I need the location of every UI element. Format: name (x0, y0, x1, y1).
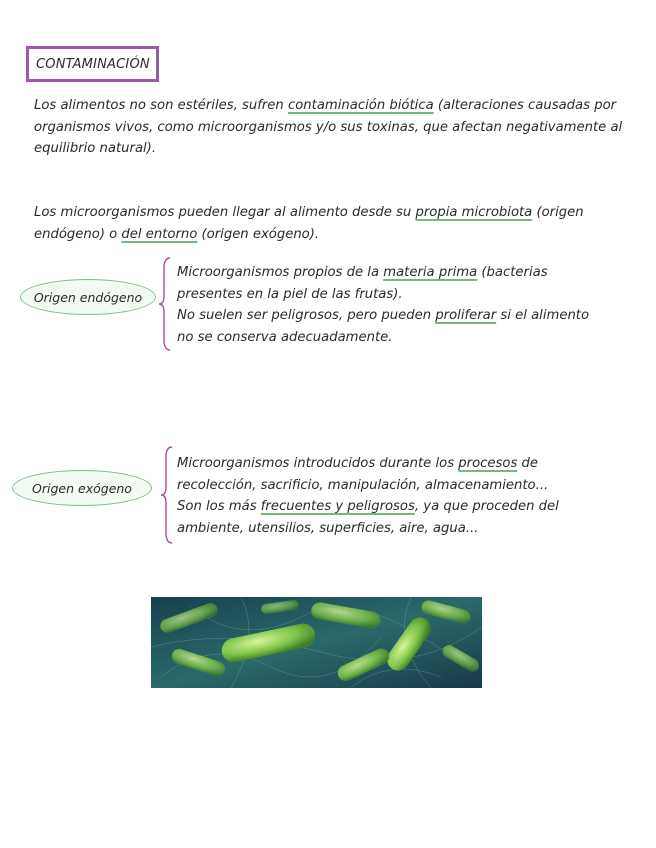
endogenous-text-1: Microorganismos propios de la (177, 265, 384, 280)
origin-text-2: (origen endógeno) o (34, 205, 584, 242)
endogenous-text-4: si el alimento no se conserva adecuadamente. (177, 308, 590, 345)
exogenous-underline-frecuentes: frecuentes y peligrosos (260, 499, 415, 514)
exogenous-text-3: Son los más (177, 499, 261, 514)
endogenous-description (177, 262, 607, 348)
exogenous-label: Origen exógeno (32, 480, 132, 496)
exogenous-description (177, 453, 607, 539)
origin-text-1: Los microorganismos pueden llegar al alimento desde su (34, 205, 416, 220)
origin-paragraph (34, 202, 624, 245)
endogenous-text-3: No suelen ser peligrosos, pero pueden (177, 308, 436, 323)
origin-underline-entorno: del entorno (121, 226, 198, 242)
exogenous-label-oval (12, 470, 152, 506)
page-title (26, 46, 159, 82)
exogenous-text-1: Microorganismos introducidos durante los (177, 456, 459, 471)
endogenous-text-2: (bacterias presentes en la piel de las frutas). (177, 265, 548, 302)
intro-text-2: (alteraciones causadas por organismos vivos, como microorganismos y/o sus toxinas, que afectan negativamente al equilibrio natural). (34, 98, 623, 156)
exogenous-underline-procesos: procesos (458, 456, 518, 471)
intro-underline-contaminacion: contaminación biótica (287, 98, 434, 113)
bacteria-illustration (151, 597, 482, 688)
endogenous-underline-proliferar: proliferar (435, 308, 497, 323)
endogenous-underline-materia: materia prima (383, 265, 478, 280)
endogenous-label: Origen endógeno (33, 289, 143, 305)
origin-text-3: (origen exógeno). (197, 226, 320, 242)
exogenous-brace (160, 445, 174, 545)
exogenous-text-4: , ya que proceden del ambiente, utensilios, superficies, aire, agua... (177, 499, 559, 536)
origin-underline-microbiota: propia microbiota (415, 205, 533, 220)
page-title-text: CONTAMINACIÓN (36, 56, 150, 72)
intro-text-1: Los alimentos no son estériles, sufren (34, 98, 288, 113)
intro-paragraph (34, 95, 624, 160)
endogenous-label-oval (20, 279, 156, 315)
exogenous-text-2: de recolección, sacrificio, manipulación, almacenamiento... (177, 456, 549, 493)
endogenous-brace (158, 256, 172, 352)
